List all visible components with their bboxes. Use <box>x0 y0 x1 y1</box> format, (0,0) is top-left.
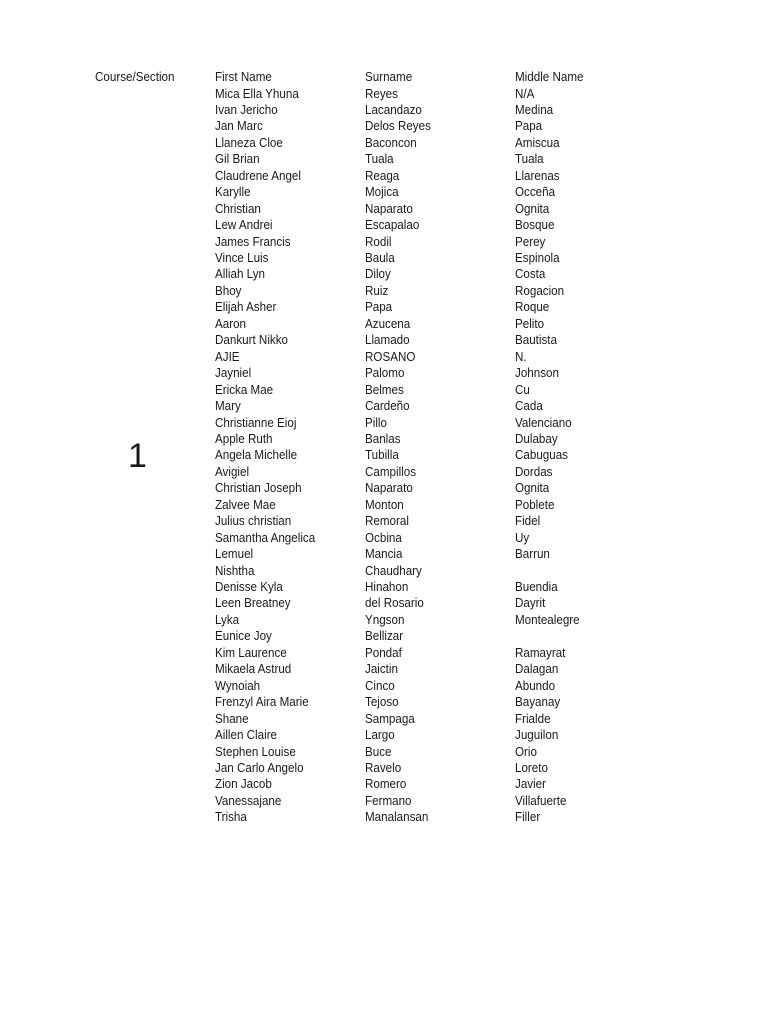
middle-name-cell: Barrun <box>515 547 550 562</box>
first-name-cell: James Francis <box>215 234 291 249</box>
first-name-cell: Aaron <box>215 316 247 331</box>
first-name-cell: Ivan Jericho <box>215 102 278 117</box>
surname-cell: Llamado <box>365 333 410 348</box>
middle-name-cell: Ognita <box>515 201 550 216</box>
first-name-cell: Mikaela Astrud <box>215 662 292 677</box>
surname-cell: Escapalao <box>365 218 420 233</box>
section-number: 1 <box>128 437 147 475</box>
middle-name-cell: Javier <box>515 777 547 792</box>
middle-name-cell: Abundo <box>515 678 556 693</box>
surname-cell: del Rosario <box>365 596 424 611</box>
middle-name-cell: Pelito <box>515 316 545 331</box>
surname-cell: Largo <box>365 728 395 743</box>
first-name-cell: Gil Brian <box>215 152 260 167</box>
first-name-cell: Lemuel <box>215 547 254 562</box>
middle-name-cell: N/A <box>515 86 535 101</box>
surname-cell: Ravelo <box>365 760 402 775</box>
middle-name-cell: Cu <box>515 382 530 397</box>
first-name-cell: Lyka <box>215 612 240 627</box>
first-name-cell: Llaneza Cloe <box>215 135 283 150</box>
surname-cell: Jaictin <box>365 662 398 677</box>
middle-name-cell: Dulabay <box>515 431 558 446</box>
first-name-cell: Vince Luis <box>215 251 269 265</box>
middle-name-cell: Bosque <box>515 218 555 233</box>
surname-cell: Cardeño <box>365 399 410 414</box>
middle-name-cell: Roque <box>515 300 550 315</box>
first-name-cell: Jan Marc <box>215 119 263 134</box>
surname-cell: Naparato <box>365 201 413 216</box>
first-name-cell: Angela Michelle <box>215 448 298 463</box>
middle-name-cell: Frialde <box>515 711 551 726</box>
first-name-cell: Denisse Kyla <box>215 580 283 594</box>
surname-cell: Tubilla <box>365 448 399 463</box>
middle-name-cell: Filler <box>515 810 541 825</box>
first-name-cell: Zion Jacob <box>215 777 272 792</box>
surname-cell: Cinco <box>365 678 395 693</box>
first-name-cell: Ericka Mae <box>215 382 274 397</box>
middle-name-cell: Montealegre <box>515 612 580 627</box>
surname-cell: Romero <box>365 777 407 792</box>
middle-name-cell: Juguilon <box>515 728 559 743</box>
first-name-cell: Nishtha <box>215 563 255 578</box>
middle-name-cell: Loreto <box>515 760 548 775</box>
first-name-cell: Aillen Claire <box>215 728 278 743</box>
first-name-cell: Julius christian <box>215 514 292 529</box>
first-name-cell: Frenzyl Aira Marie <box>215 695 309 710</box>
surname-cell: Lacandazo <box>365 102 422 117</box>
middle-name-cell: Medina <box>515 102 554 117</box>
first-name-cell: Zalvee Mae <box>215 497 276 512</box>
middle-name-cell: Bautista <box>515 333 558 348</box>
first-name-cell: Jayniel <box>215 366 252 381</box>
surname-cell: Belmes <box>365 382 404 397</box>
first-name-cell: Alliah Lyn <box>215 267 265 282</box>
surname-cell: Chaudhary <box>365 563 422 578</box>
first-name-cell: Karylle <box>215 185 251 200</box>
first-name-cell: Claudrene Angel <box>215 168 301 183</box>
middle-name-cell: Cabuguas <box>515 448 569 463</box>
first-name-cell: Lew Andrei <box>215 218 273 233</box>
first-name-cell: AJIE <box>215 349 240 364</box>
surname-cell: Ocbina <box>365 530 402 545</box>
header-course-section: Course/Section <box>95 70 175 84</box>
first-name-cell: Samantha Angelica <box>215 530 316 545</box>
first-name-cell: Christian Joseph <box>215 481 302 496</box>
surname-cell: Mancia <box>365 547 403 562</box>
first-name-cell: Stephen Louise <box>215 744 296 759</box>
surname-cell: Remoral <box>365 514 409 529</box>
middle-name-cell: Espinola <box>515 251 560 265</box>
surname-cell: Sampaga <box>365 711 415 726</box>
middle-name-cell: Ognita <box>515 481 550 496</box>
middle-name-cell: Buendia <box>515 580 558 594</box>
middle-name-cell: Perey <box>515 234 546 249</box>
middle-name-cell: Cada <box>515 399 543 414</box>
first-name-cell: Mica Ella Yhuna <box>215 86 299 101</box>
first-name-cell: Leen Breatney <box>215 596 291 611</box>
surname-cell: Monton <box>365 497 404 512</box>
surname-cell: Diloy <box>365 267 391 282</box>
first-name-cell: Shane <box>215 711 249 726</box>
surname-cell: Tuala <box>365 152 394 167</box>
surname-cell: Bellizar <box>365 629 404 644</box>
middle-name-cell: Dayrit <box>515 596 546 611</box>
surname-cell: Buce <box>365 744 392 759</box>
first-name-cell: Apple Ruth <box>215 431 273 446</box>
surname-cell: Hinahon <box>365 580 409 594</box>
middle-name-cell: Occeña <box>515 185 556 200</box>
surname-cell: Campillos <box>365 464 417 479</box>
surname-cell: Pillo <box>365 415 387 430</box>
middle-name-cell: Villafuerte <box>515 793 567 808</box>
middle-name-cell: Papa <box>515 119 543 134</box>
surname-cell: Banlas <box>365 431 401 446</box>
surname-cell: Azucena <box>365 316 411 331</box>
first-name-cell: Avigiel <box>215 464 250 479</box>
first-name-cell: Christianne Eioj <box>215 415 297 430</box>
middle-name-cell: Ramayrat <box>515 645 566 660</box>
surname-cell: Rodil <box>365 234 392 249</box>
surname-cell: Papa <box>365 300 393 315</box>
surname-cell: Ruiz <box>365 283 389 298</box>
surname-cell: Reyes <box>365 86 398 101</box>
surname-cell: Palomo <box>365 366 405 381</box>
middle-name-cell: Costa <box>515 267 546 282</box>
middle-name-cell: Johnson <box>515 366 559 381</box>
first-name-cell: Eunice Joy <box>215 629 272 644</box>
surname-cell: Manalansan <box>365 810 429 825</box>
surname-cell: Delos Reyes <box>365 119 431 134</box>
first-name-cell: Christian <box>215 201 261 216</box>
header-surname: Surname <box>365 70 413 84</box>
header-middle-name: Middle Name <box>515 70 584 84</box>
middle-name-cell: Dalagan <box>515 662 559 677</box>
first-name-cell: Kim Laurence <box>215 645 287 660</box>
surname-cell: Baconcon <box>365 135 417 150</box>
first-name-cell: Mary <box>215 399 241 414</box>
surname-cell: Baula <box>365 251 395 265</box>
first-name-cell: Elijah Asher <box>215 300 277 315</box>
surname-cell: Fermano <box>365 793 412 808</box>
header-first-name: First Name <box>215 70 272 84</box>
surname-cell: Pondaf <box>365 645 402 660</box>
surname-cell: Reaga <box>365 168 400 183</box>
surname-cell: ROSANO <box>365 349 416 364</box>
middle-name-cell: Orio <box>515 744 537 759</box>
middle-name-cell: Tuala <box>515 152 544 167</box>
middle-name-cell: Bayanay <box>515 695 561 710</box>
middle-name-cell: Uy <box>515 530 530 545</box>
surname-cell: Tejoso <box>365 695 399 710</box>
first-name-cell: Vanessajane <box>215 793 282 808</box>
middle-name-cell: Fidel <box>515 514 541 529</box>
middle-name-cell: Amiscua <box>515 135 560 150</box>
first-name-cell: Bhoy <box>215 283 242 298</box>
middle-name-cell: Llarenas <box>515 168 560 183</box>
first-name-cell: Wynoiah <box>215 678 261 693</box>
first-name-cell: Dankurt Nikko <box>215 333 289 348</box>
surname-cell: Naparato <box>365 481 413 496</box>
first-name-cell: Jan Carlo Angelo <box>215 760 304 775</box>
middle-name-cell: Poblete <box>515 497 555 512</box>
middle-name-cell: N. <box>515 349 527 364</box>
surname-cell: Mojica <box>365 185 399 200</box>
first-name-cell: Trisha <box>215 810 247 825</box>
middle-name-cell: Dordas <box>515 464 553 479</box>
middle-name-cell: Rogacion <box>515 283 565 298</box>
surname-cell: Yngson <box>365 612 405 627</box>
middle-name-cell: Valenciano <box>515 415 572 430</box>
